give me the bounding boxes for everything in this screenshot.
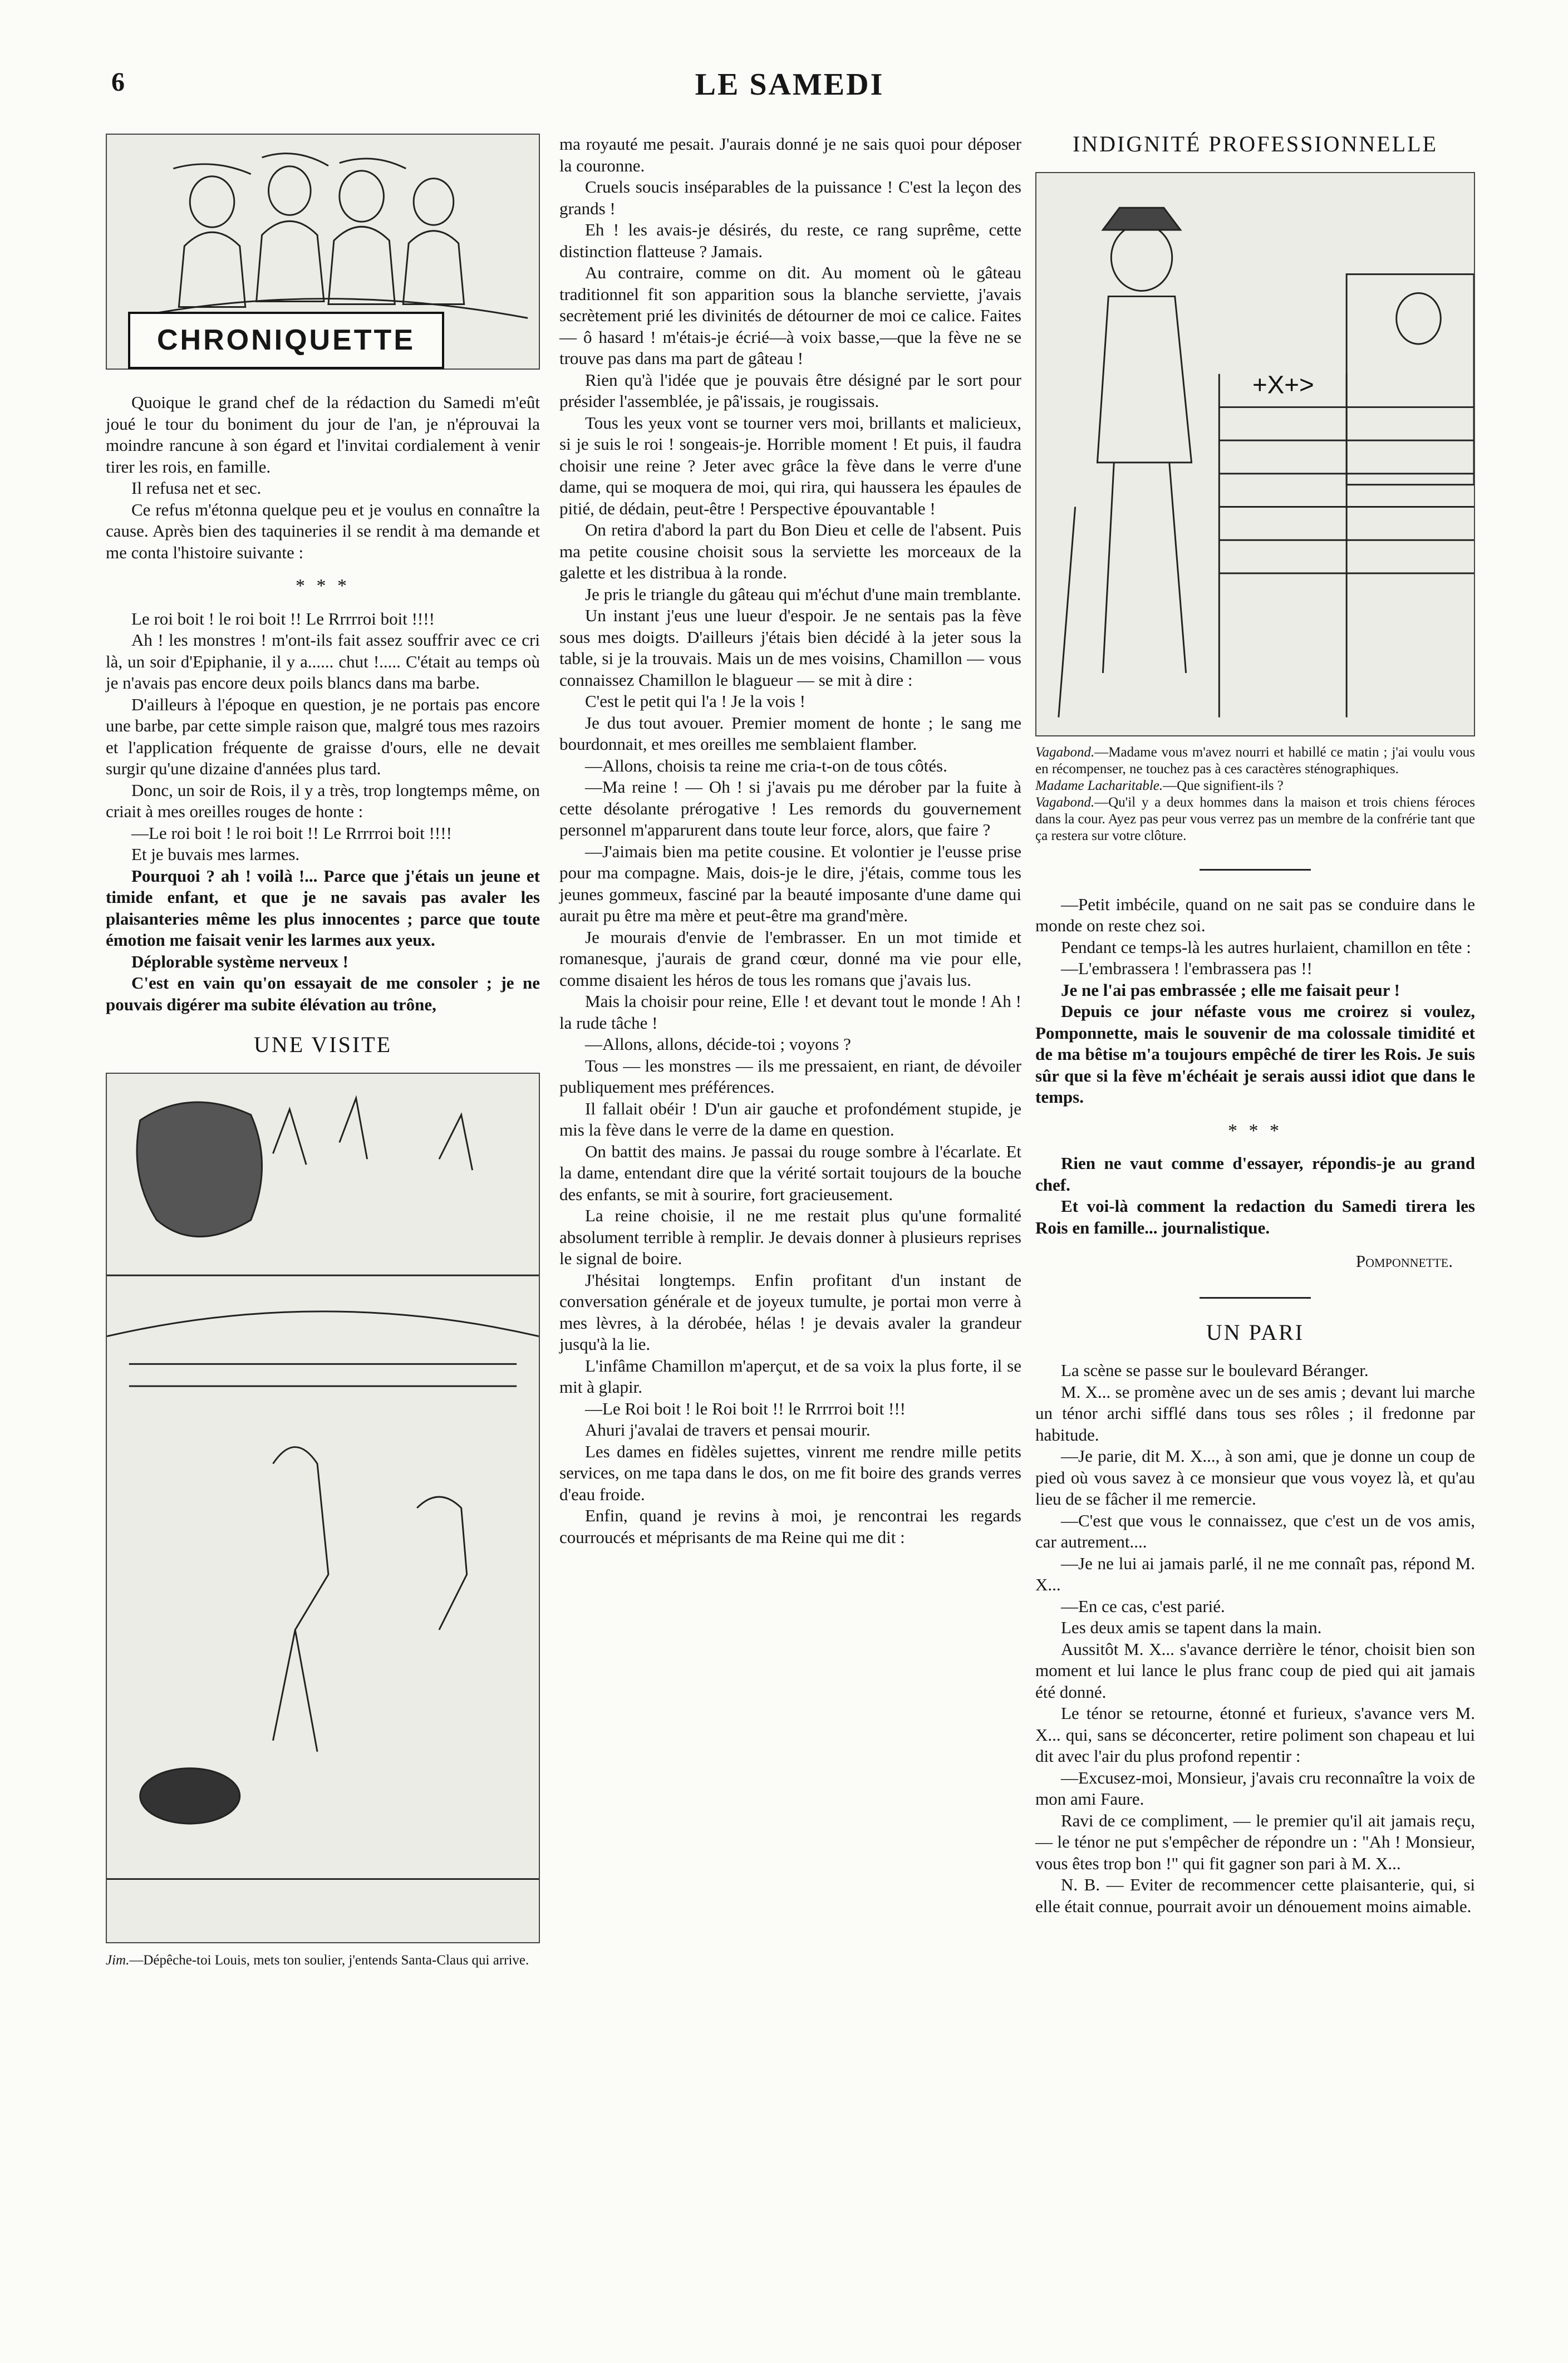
vagabond-caption bbox=[1035, 744, 1475, 844]
page-header bbox=[111, 67, 1468, 117]
paragraph: Le roi boit ! le roi boit !! Le Rrrrroi boit !!!! bbox=[131, 608, 435, 628]
paragraph: La scène se passe sur le boulevard Béranger. bbox=[1061, 1360, 1369, 1380]
paragraph: Ce refus m'étonna quelque peu et je voulus en connaître la cause. Après bien des taquineries il se rendit à ma demande et me conta l'histoire suivante : bbox=[106, 499, 540, 562]
paragraph: —Allons, choisis ta reine me cria-t-on de tous côtés. bbox=[585, 755, 947, 775]
caption-speaker: Vagabond. bbox=[1035, 744, 1095, 760]
paragraph: —Le roi boit ! le roi boit !! Le Rrrrroi boit !!!! bbox=[131, 823, 452, 843]
column-3 bbox=[1035, 131, 1475, 1917]
paragraph: Enfin, quand je revins à moi, je rencontrai les regards courroucés et méprisants de ma Reine qui me dit : bbox=[559, 1506, 1021, 1547]
paragraph: Tous — les monstres — ils me pressaient, en riant, de dévoiler publiquement mes préférences. bbox=[559, 1055, 1021, 1097]
paragraph: Ahuri j'avalai de travers et pensai mourir. bbox=[585, 1420, 871, 1440]
section-stars: * * * bbox=[296, 576, 350, 596]
paragraph: —En ce cas, c'est parié. bbox=[1061, 1596, 1225, 1616]
paragraph: —Petit imbécile, quand on ne sait pas se conduire dans le monde on reste chez soi. bbox=[1035, 894, 1475, 935]
paragraph: Et voi-là comment la redaction du Samedi tirera les Rois en famille... journalistique. bbox=[1035, 1196, 1475, 1237]
paragraph: Et je buvais mes larmes. bbox=[131, 844, 300, 864]
paragraph: Aussitôt M. X... s'avance derrière le ténor, choisit bien son moment et lui lance le plus franc coup de pied qui ait jamais été donné. bbox=[1035, 1639, 1475, 1702]
divider bbox=[1200, 1297, 1311, 1299]
page-number: 6 bbox=[111, 67, 125, 97]
paragraph: M. X... se promène avec un de ses amis ; devant lui marche un ténor archi sifflé dans tous ses rôles ; il fredonne par habitude. bbox=[1035, 1382, 1475, 1445]
paragraph: D'ailleurs à l'époque en question, je ne portais pas encore une barbe, par cette simple raison que, malgré tous mes razoirs et l'application fréquente de graisse d'ours, elle ne devait surgir qu'une dizaine d'années plus tard. bbox=[106, 694, 540, 778]
paragraph: Pendant ce temps-là les autres hurlaient, chamillon en tête : bbox=[1061, 937, 1471, 957]
column-2 bbox=[559, 134, 1021, 1548]
cellar-scene-illustration bbox=[107, 1074, 539, 1942]
paragraph: Rien qu'à l'idée que je pouvais être désigné par le sort pour présider l'assemblée, je pâ'issais, je rougissais. bbox=[559, 370, 1021, 411]
paragraph: Je ne l'ai pas embrassée ; elle me faisait peur ! bbox=[1061, 980, 1400, 1000]
paragraph: —Excusez-moi, Monsieur, j'avais cru reconnaître la voix de mon ami Faure. bbox=[1035, 1767, 1475, 1809]
section-stars: * * * bbox=[1228, 1120, 1282, 1141]
vagabond-fence-illustration bbox=[1036, 173, 1474, 735]
paragraph: —Je ne lui ai jamais parlé, il ne me connaît pas, répond M. X... bbox=[1035, 1553, 1475, 1594]
paragraph: Mais la choisir pour reine, Elle ! et devant tout le monde ! Ah ! la rude tâche ! bbox=[559, 991, 1021, 1033]
paragraph: Pourquoi ? ah ! voilà !... Parce que j'étais un jeune et timide enfant, et que je ne savais pas avaler les plaisanteries même les plus innocentes ; parce que toute émotion me faisait venir les larmes aux yeux. bbox=[106, 866, 540, 950]
paragraph: —Je parie, dit M. X..., à son ami, que je donne un coup de pied où vous savez à ce monsieur que vous voyez là, et qu'au lieu de se fâcher il me remercie. bbox=[1035, 1446, 1475, 1509]
paragraph: Depuis ce jour néfaste vous me croirez si voulez, Pomponnette, mais le souvenir de ma colossale timidité et de ma bêtise m'a toujours empêché de tirer les Rois. Je suis sûr que si la fève m'échéait je serais aussi idiot que dans le temps. bbox=[1035, 1001, 1475, 1107]
caption-text: —Dépêche-toi Louis, mets ton soulier, j'entends Santa-Claus qui arrive. bbox=[129, 1952, 529, 1968]
une-visite-caption bbox=[106, 1952, 540, 1969]
paragraph: On battit des mains. Je passai du rouge sombre à l'écarlate. Et la dame, entendant dire que la vérité sortait toujours de la bouche des enfants, se mit à sourire, fort gracieusement. bbox=[559, 1141, 1021, 1204]
caption-text: —Madame vous m'avez nourri et habillé ce matin ; j'ai voulu vous en récompenser, ne touchez pas à ces caractères sténographiques. bbox=[1035, 744, 1475, 777]
paragraph: ma royauté me pesait. J'aurais donné je ne sais quoi pour déposer la couronne. bbox=[559, 134, 1021, 175]
section-title-une-visite: UNE VISITE bbox=[253, 1032, 392, 1057]
paragraph: Eh ! les avais-je désirés, du reste, ce rang suprême, cette distinction flatteuse ? Jamais. bbox=[559, 220, 1021, 261]
paragraph: Il refusa net et sec. bbox=[131, 478, 262, 498]
paragraph: Je dus tout avouer. Premier moment de honte ; le sang me bourdonnait, et mes oreilles me semblaient flamber. bbox=[559, 713, 1021, 754]
une-visite-illustration bbox=[106, 1073, 540, 1943]
paragraph: —C'est que vous le connaissez, que c'est un de vos amis, car autrement.... bbox=[1035, 1510, 1475, 1551]
paragraph: —Allons, allons, décide-toi ; voyons ? bbox=[585, 1034, 851, 1054]
chroniquette-title: CHRONIQUETTE bbox=[128, 312, 444, 369]
paragraph: Le ténor se retourne, étonné et furieux, s'avance vers M. X... qui, sans se déconcerter, retire poliment son chapeau et lui dit avec l'air du plus profond repentir : bbox=[1035, 1703, 1475, 1766]
paragraph: Je mourais d'envie de l'embrasser. En un mot timide et romanesque, j'aurais de grand cœur, donné ma vie pour elle, comme disaient les héros de tous les romans que j'avais lus. bbox=[559, 927, 1021, 990]
paragraph: Donc, un soir de Rois, il y a très, trop longtemps même, on criait à mes oreilles rouges de honte : bbox=[106, 780, 540, 821]
paragraph: Je pris le triangle du gâteau qui m'échut d'une main tremblante. bbox=[585, 584, 1021, 604]
paragraph: Les dames en fidèles sujettes, vinrent me rendre mille petits services, on me tapa dans le dos, on me fit boire des grands verres d'eau froide. bbox=[559, 1441, 1021, 1504]
caption-speaker: Vagabond. bbox=[1035, 794, 1095, 810]
caption-speaker: Jim. bbox=[106, 1952, 130, 1968]
stenographic-marks: +X+> bbox=[1252, 370, 1314, 399]
paragraph: Il fallait obéir ! D'un air gauche et profondément stupide, je mis la fève dans le verre de la dame en question. bbox=[559, 1098, 1021, 1139]
paragraph: N. B. — Eviter de recommencer cette plaisanterie, qui, si elle était connue, pourrait avoir un dénouement moins aimable. bbox=[1035, 1875, 1475, 1916]
divider bbox=[1200, 869, 1311, 871]
paragraph: —Ma reine ! — Oh ! si j'avais pu me dérober par la fuite à cette désolante prérogative ! Les remords du gouvernement personnel m'apparurent dans toute leur force, alors, que faire ? bbox=[559, 777, 1021, 839]
caption-speaker: Madame Lacharitable. bbox=[1035, 778, 1163, 793]
vagabond-illustration bbox=[1035, 172, 1475, 736]
column-1 bbox=[106, 134, 540, 1969]
paragraph: Ravi de ce compliment, — le premier qu'il ait jamais reçu, — le ténor ne put s'empêcher de répondre un : "Ah ! Monsieur, vous êtes trop bon !" qui fit gagner son pari à M. X... bbox=[1035, 1810, 1475, 1873]
journal-title: LE SAMEDI bbox=[695, 67, 884, 102]
paragraph: Au contraire, comme on dit. Au moment où le gâteau traditionnel fit son apparition sous la blanche serviette, j'avais secrètement prié les divinités de détourner de moi ce calice. Faites — ô hasard ! m'étais-je écrié—à voix basse,—que la fève ne se trouve pas dans ma part de gâteau ! bbox=[559, 263, 1021, 368]
paragraph: Rien ne vaut comme d'essayer, répondis-je au grand chef. bbox=[1035, 1153, 1475, 1195]
paragraph: C'est le petit qui l'a ! Je la vois ! bbox=[585, 691, 806, 711]
paragraph: Déplorable système nerveux ! bbox=[131, 951, 348, 971]
paragraph: Les deux amis se tapent dans la main. bbox=[1061, 1618, 1322, 1637]
paragraph: J'hésitai longtemps. Enfin profitant d'un instant de conversation générale et de joyeux tumulte, je portai mon verre à mes lèvres, à la dérobée, hélas ! je devais avaler la grandeur jusqu'à la lie. bbox=[559, 1270, 1021, 1354]
paragraph: —Le Roi boit ! le Roi boit !! le Rrrrroi boit !!! bbox=[585, 1398, 906, 1418]
caption-text: —Que signifient-ils ? bbox=[1163, 778, 1284, 793]
paragraph: Cruels soucis inséparables de la puissance ! C'est la leçon des grands ! bbox=[559, 177, 1021, 218]
paragraph: Quoique le grand chef de la rédaction du Samedi m'eût joué le tour du boniment du jour de l'an, je n'éprouvai la moindre rancune à son égard et l'invitai cordialement à venir tirer les rois, en famille. bbox=[106, 392, 540, 476]
section-title-indignite: INDIGNITÉ PROFESSIONNELLE bbox=[1072, 131, 1438, 156]
caption-text: —Qu'il y a deux hommes dans la maison et trois chiens féroces dans la cour. Ayez pas peur vous verrez pas un membre de la confrérie tant que ça restera sur votre clôture. bbox=[1035, 794, 1475, 843]
paragraph: C'est en vain qu'on essayait de me consoler ; je ne pouvais digérer ma subite élévation au trône, bbox=[106, 973, 540, 1014]
paragraph: Tous les yeux vont se tourner vers moi, brillants et malicieux, si je suis le roi ! songeais-je. Horrible moment ! Et puis, il faudra choisir une reine ? Jeter avec grâce la fève dans le verre d'une dame, qui se moquera de moi, qui rira, qui haussera les épaules de pitié, de dédain, peut-être ! Perspective épouvantable ! bbox=[559, 412, 1021, 518]
section-title-un-pari: UN PARI bbox=[1206, 1319, 1305, 1345]
signature: Pomponnette. bbox=[1355, 1251, 1453, 1271]
paragraph: L'infâme Chamillon m'aperçut, et de sa voix la plus forte, il se mit à glapir. bbox=[559, 1355, 1021, 1397]
paragraph: La reine choisie, il ne me restait plus qu'une formalité absolument terrible à remplir. Je devais donner à plusieurs reprises le signal de boire. bbox=[559, 1206, 1021, 1268]
paragraph: On retira d'abord la part du Bon Dieu et celle de l'absent. Puis ma petite cousine choisit sous la serviette les morceaux de la galette et les distribua à la ronde. bbox=[559, 520, 1021, 582]
paragraph: —J'aimais bien ma petite cousine. Et volontier je l'eusse prise pour ma compagne. Mais, dois-je le dire, j'étais, comme tous les jeunes gommeux, fasciné par la beauté imposante d'une dame qui aurait pu être ma mère et peut-être ma grand'mère. bbox=[559, 841, 1021, 925]
paragraph: Un instant j'eus une lueur d'espoir. Je ne sentais pas la fève sous mes doigts. D'ailleurs j'étais bien décidé à la jeter sous la table, si je la trouvais. Mais un de mes voisins, Chamillon — vous connaissez Chamillon le blagueur — se mit à dire : bbox=[559, 606, 1021, 690]
paragraph: Ah ! les monstres ! m'ont-ils fait assez souffrir avec ce cri là, un soir d'Epiphanie, il y a...... chut !..... C'était au temps où je n'avais pas encore deux poils blancs dans ma barbe. bbox=[106, 630, 540, 692]
paragraph: —L'embrassera ! l'embrassera pas !! bbox=[1061, 959, 1313, 978]
